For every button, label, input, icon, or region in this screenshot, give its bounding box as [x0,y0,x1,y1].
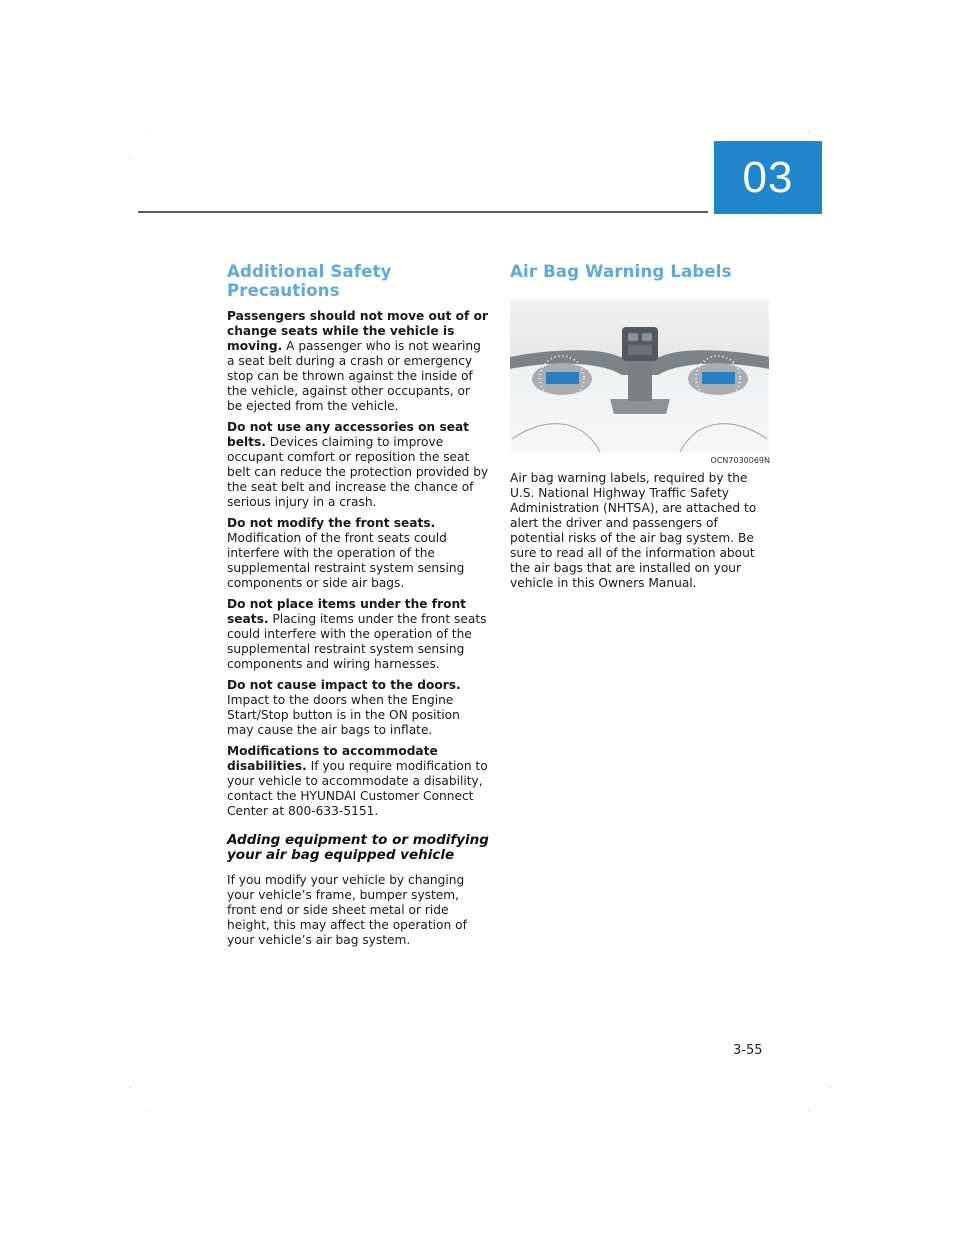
crop-mark [830,158,831,159]
paragraph [227,420,489,510]
right-column [510,262,770,597]
crop-mark [130,158,131,159]
crop-mark [808,131,809,132]
paragraph-lead: Passengers should not move out of or change seats while the vehicle is moving. [227,309,488,353]
paragraph-text: Placing items under the front seats could interfere with the operation of the supplemental restraint system sensing components and wiring harnesses. [227,612,487,671]
paragraph-text: Modification of the front seats could interfere with the operation of the supplemental restraint system sensing components or side air bags. [227,531,465,590]
headliner-label-figure [510,299,769,452]
paragraph-lead: Do not place items under the front seats. [227,597,466,626]
subheading-adding-equipment: Adding equipment to or modifying your air bag equipped vehicle [227,832,489,863]
paragraph-text: A passenger who is not wearing a seat belt during a crash or emergency stop can be thrown against the inside of the vehicle, against other occupants, or be ejected from the vehicle. [227,339,481,413]
paragraph [227,678,489,738]
paragraph-text: Devices claiming to improve occupant comfort or reposition the seat belt can reduce the protection provided by the seat belt and increase the chance of serious injury in a crash. [227,435,489,509]
section-heading-air-bag-labels: Air Bag Warning Labels [510,262,732,281]
crop-mark [148,1110,149,1111]
crop-mark [830,1087,831,1088]
airbag-warning-label-left [546,372,579,384]
section-heading-additional-safety: Additional Safety Precautions [227,262,392,300]
left-column [227,262,489,954]
paragraph-lead: Modifications to accommodate disabilities. [227,744,438,773]
headliner-illustration [510,299,769,452]
paragraph [227,309,489,414]
paragraph-text: Impact to the doors when the Engine Start/Stop button is in the ON position may cause the air bags to inflate. [227,693,460,737]
paragraph-lead: Do not cause impact to the doors. [227,678,461,692]
chapter-tab: 03 [714,141,822,214]
paragraph-lead: Do not use any accessories on seat belts. [227,420,470,449]
page-number: 3-55 [733,1043,763,1058]
paragraph: Air bag warning labels, required by the U.S. National Highway Traffic Safety Administration (NHTSA), are attached to alert the driver and passengers of potential risks of the air bag system. Be sure to read all of the information about the air bags that are installed on your vehicle in this Owners Manual. [510,471,757,590]
airbag-warning-label-right [702,372,735,384]
crop-mark [148,131,149,132]
crop-mark [808,1110,809,1111]
figure-code: OCN7030069N [710,456,770,465]
crop-mark [130,1087,131,1088]
paragraph [227,597,489,672]
paragraph [227,744,489,819]
paragraph [227,516,489,591]
paragraph-lead: Do not modify the front seats. [227,516,436,530]
paragraph: If you modify your vehicle by changing your vehicle’s frame, bumper system, front end or side sheet metal or ride height, this may affect the operation of your vehicle’s air bag system. [227,873,467,947]
paragraph-text: If you require modification to your vehicle to accommodate a disability, contact the HYUNDAI Customer Connect Center at 800-633-5151. [227,759,488,818]
header-rule [138,211,708,213]
